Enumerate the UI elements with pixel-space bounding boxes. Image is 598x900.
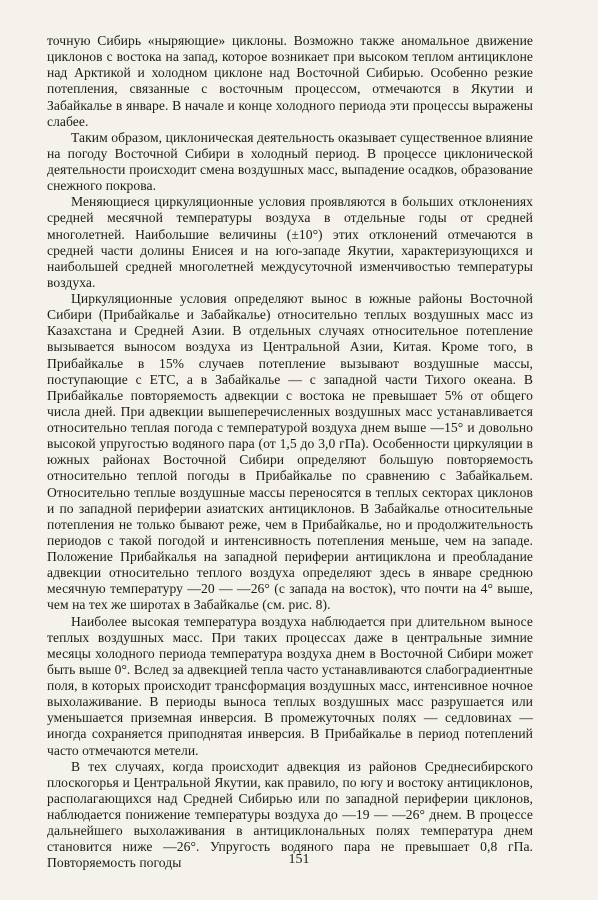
paragraph-continuation: точную Сибирь «ныряющие» циклоны. Возможно также аномальное движение циклонов с востока на запад, которое возникает при высоком теплом антициклоне над Арктикой и холодном циклоне над Восточной Сибирью. Особенно резкие потепления, связанные с восточным процессом, отмечаются в Якутии и Забайкалье в январе. В начале и конце холодного периода эти процессы выражены слабее. (47, 33, 533, 129)
page-number: 151 (288, 852, 310, 867)
paragraph-highest-temperature: Наиболее высокая температура воздуха наблюдается при длительном выносе теплых воздушных масс. При таких процессах даже в центральные зимние месяцы холодного периода температура воздуха днем в Восточной Сибири может быть выше 0°. Вслед за адвекцией тепла часто устанавливаются слабоградиентные поля, в которых происходит трансформация воздушных масс, интенсивное ночное выхолаживание. В периоды выноса теплых воздушных масс разрушается или уменьшается приземная инверсия. В промежуточных полях — седловинах — иногда сохраняется приподнятая инверсия. В Прибайкалье в период потеплений часто отмечаются метели. (47, 613, 533, 758)
paragraph-cold-advection: В тех случаях, когда происходит адвекция из районов Среднесибирского плоскогорья и Центральной Якутии, как правило, по югу и востоку антициклонов, располагающихся над Средней Сибирью или по западной периферии циклонов, наблюдается понижение температуры воздуха до —19 — —26° днем. В процессе дальнейшего выхолаживания в антициклональных полях температура днем становится ниже —26°. Упругость водяного пара не превышает 0,8 гПа. Повторяемость погоды (47, 758, 533, 871)
body-text (47, 33, 533, 872)
paragraph-warm-air-advection: Циркуляционные условия определяют вынос в южные районы Восточной Сибири (Прибайкалье и Забайкалье) относительно теплых воздушных масс из Казахстана и Средней Азии. В отдельных случаях относительное потепление вызывается выносом воздуха из Центральной Азии, Китая. Кроме того, в Прибайкалье в 15% случаев потепление вызывают воздушные массы, поступающие с ЕТС, а в Забайкалье — с западной части Тихого океана. В Прибайкалье повторяемость адвекции с востока не превышает 5% от общего числа дней. При адвекции вышеперечисленных воздушных масс устанавливается относительно теплая погода с температурой воздуха днем выше —15° и довольно высокой упругостью водяного пара (от 1,5 до 3,0 гПа). Особенности циркуляции в южных районах Восточной Сибири определяют большую повторяемость относительно теплой погоды в Прибайкалье по сравнению с Забайкальем. Относительно теплые воздушные массы переносятся в теплых секторах циклонов и по западной периферии азиатских антициклонов. В Забайкалье относительные потепления не только бывают реже, чем в Прибайкалье, но и продолжительность периодов с такой погодой и интенсивность потепления меньше, чем на западе. Положение Прибайкалья на западной периферии антициклона и преобладание адвекции относительно теплого воздуха определяют здесь в январе среднюю месячную температуру —20 — —26° (с запада на восток), что почти на 4° выше, чем на тех же широтах в Забайкалье (см. рис. 8). (47, 291, 533, 613)
paragraph-circulation-deviations: Меняющиеся циркуляционные условия проявляются в больших отклонениях средней месячной температуры воздуха в отдельные годы от средней многолетней. Наибольшие величины (±10°) этих отклонений отмечаются в средней части долины Енисея и на юго-западе Якутии, характеризующихся и наибольшей средней многолетней междусуточной изменчивостью температуры воздуха. (47, 194, 533, 290)
paragraph-cyclonic-activity: Таким образом, циклоническая деятельность оказывает существенное влияние на погоду Восточной Сибири в холодный период. В процессе циклонической деятельности происходит смена воздушных масс, выпадение осадков, образование снежного покрова. (47, 129, 533, 194)
